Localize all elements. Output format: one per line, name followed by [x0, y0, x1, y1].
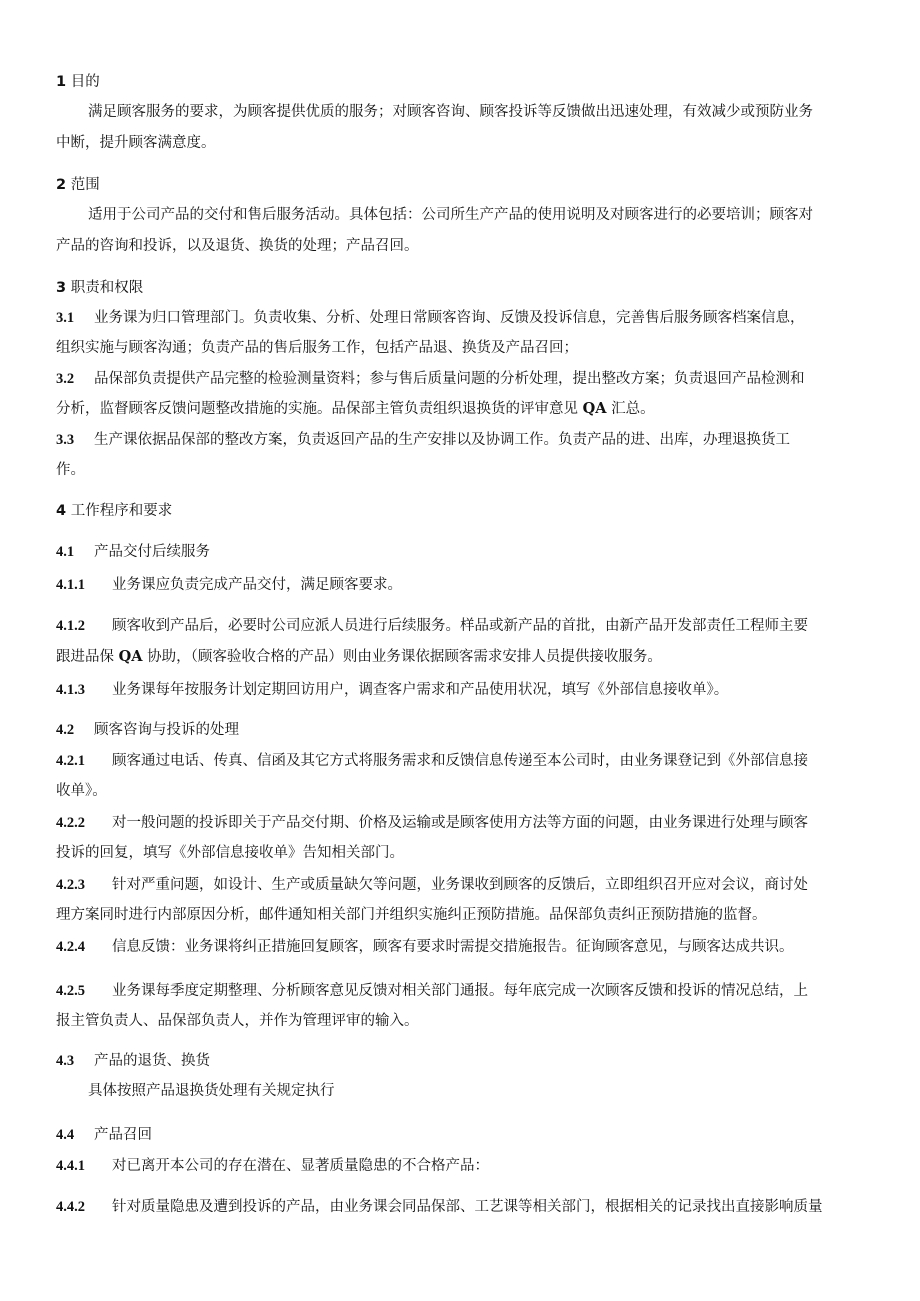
clause-4-1-3	[56, 678, 728, 699]
section-number: 4	[56, 503, 67, 519]
section-number: 1	[56, 74, 67, 90]
clause-number: 4.2.3	[56, 877, 85, 893]
subsection-title: 产品的退货、换货	[94, 1053, 210, 1069]
section-title: 范围	[70, 177, 100, 193]
section-3-heading	[56, 276, 143, 297]
clause-4-2-5	[56, 979, 808, 1000]
clause-number: 4.2.5	[56, 983, 85, 999]
clause-number: 4.4.2	[56, 1199, 85, 1215]
clause-number: 3.3	[56, 432, 75, 448]
clause-text: 品保部负责提供产品完整的检验测量资料；参与售后质量问题的分析处理，提出整改方案；负责退回产品检测和	[94, 371, 805, 387]
text-run: 跟进品保	[56, 649, 119, 665]
subsection-4-2	[56, 718, 239, 739]
subsection-title: 产品交付后续服务	[94, 544, 210, 560]
paragraph-line	[56, 397, 655, 418]
paragraph-line: 作。	[56, 462, 85, 478]
clause-text: 生产课依据品保部的整改方案，负责返回产品的生产安排以及协调工作。负责产品的进、出库，办理退换货工	[94, 432, 790, 448]
clause-3-3	[56, 428, 790, 449]
paragraph-line: 中断，提升顾客满意度。	[56, 135, 216, 151]
section-number: 2	[56, 177, 67, 193]
clause-text: 顾客收到产品后，必要时公司应派人员进行后续服务。样品或新产品的首批，由新产品开发部责任工程师主要	[112, 618, 808, 634]
text-run: 分析，监督顾客反馈问题整改措施的实施。品保部主管负责组织退换货的评审意见	[56, 401, 583, 417]
clause-4-2-1	[56, 749, 808, 770]
qa-abbreviation: QA	[582, 400, 607, 417]
clause-text: 顾客通过电话、传真、信函及其它方式将服务需求和反馈信息传递至本公司时，由业务课登记到《外部信息接	[112, 753, 808, 769]
clause-number: 3.2	[56, 371, 75, 387]
subsection-title: 产品召回	[94, 1127, 152, 1143]
paragraph-line: 产品的咨询和投诉，以及退货、换货的处理；产品召回。	[56, 238, 419, 254]
clause-text: 对已离开本公司的存在潜在、显著质量隐患的不合格产品：	[112, 1158, 489, 1174]
clause-text: 针对严重问题，如设计、生产或质量缺欠等问题，业务课收到顾客的反馈后，立即组织召开应对会议，商讨处	[112, 877, 808, 893]
clause-number: 4.2.1	[56, 753, 85, 769]
paragraph-line: 报主管负责人、品保部负责人，并作为管理评审的输入。	[56, 1013, 419, 1029]
paragraph-line: 收单》。	[56, 783, 107, 799]
clause-4-4-1	[56, 1154, 489, 1175]
clause-number: 3.1	[56, 310, 75, 326]
clause-number: 4.2	[56, 722, 75, 738]
clause-text: 针对质量隐患及遭到投诉的产品，由业务课会同品保部、工艺课等相关部门，根据相关的记录找出直接影响质量	[112, 1199, 823, 1215]
paragraph-line: 组织实施与顾客沟通；负责产品的售后服务工作，包括产品退、换货及产品召回；	[56, 340, 578, 356]
subsection-4-1	[56, 540, 210, 561]
clause-text: 业务课每季度定期整理、分析顾客意见反馈对相关部门通报。每年底完成一次顾客反馈和投诉的情况总结，上	[112, 983, 808, 999]
clause-4-1-1	[56, 573, 402, 594]
section-4-heading	[56, 499, 172, 520]
section-title: 工作程序和要求	[70, 503, 173, 519]
clause-number: 4.1.3	[56, 682, 85, 698]
clause-text: 业务课应负责完成产品交付，满足顾客要求。	[112, 577, 402, 593]
paragraph-line	[56, 645, 662, 666]
paragraph-line: 适用于公司产品的交付和售后服务活动。具体包括：公司所生产产品的使用说明及对顾客进行的必要培训；顾客对	[88, 207, 813, 223]
clause-number: 4.3	[56, 1053, 75, 1069]
clause-4-2-3	[56, 873, 808, 894]
clause-text: 信息反馈：业务课将纠正措施回复顾客，顾客有要求时需提交措施报告。征询顾客意见，与顾客达成共识。	[112, 939, 794, 955]
section-title: 职责和权限	[70, 280, 144, 296]
clause-4-2-4	[56, 935, 794, 956]
paragraph-line: 理方案同时进行内部原因分析，邮件通知相关部门并组织实施纠正预防措施。品保部负责纠正预防措施的监督。	[56, 907, 767, 923]
section-number: 3	[56, 280, 67, 296]
subsection-4-4	[56, 1123, 152, 1144]
clause-number: 4.1.1	[56, 577, 85, 593]
clause-4-2-2	[56, 811, 808, 832]
clause-number: 4.2.2	[56, 815, 85, 831]
clause-4-4-2	[56, 1195, 823, 1216]
paragraph-line: 具体按照产品退换货处理有关规定执行	[88, 1083, 335, 1099]
clause-number: 4.2.4	[56, 939, 85, 955]
paragraph-line: 满足顾客服务的要求，为顾客提供优质的服务；对顾客咨询、顾客投诉等反馈做出迅速处理，有效减少或预防业务	[88, 104, 813, 120]
clause-text: 对一般问题的投诉即关于产品交付期、价格及运输或是顾客使用方法等方面的问题，由业务课进行处理与顾客	[112, 815, 808, 831]
paragraph-line: 投诉的回复，填写《外部信息接收单》告知相关部门。	[56, 845, 404, 861]
clause-number: 4.4	[56, 1127, 75, 1143]
clause-4-1-2	[56, 614, 808, 635]
clause-3-2	[56, 367, 805, 388]
clause-3-1	[56, 306, 805, 327]
clause-number: 4.1	[56, 544, 75, 560]
subsection-title: 顾客咨询与投诉的处理	[94, 722, 239, 738]
subsection-4-3	[56, 1049, 210, 1070]
section-2-heading	[56, 173, 100, 194]
qa-abbreviation: QA	[118, 648, 143, 665]
clause-number: 4.1.2	[56, 618, 85, 634]
clause-number: 4.4.1	[56, 1158, 85, 1174]
text-run: 汇总。	[606, 401, 655, 417]
text-run: 协助，（顾客验收合格的产品）则由业务课依据顾客需求安排人员提供接收服务。	[142, 649, 662, 665]
clause-text: 业务课为归口管理部门。负责收集、分析、处理日常顾客咨询、反馈及投诉信息，完善售后服务顾客档案信息，	[94, 310, 805, 326]
clause-text: 业务课每年按服务计划定期回访用户，调查客户需求和产品使用状况，填写《外部信息接收单》。	[112, 682, 729, 698]
section-title: 目的	[70, 74, 100, 90]
section-1-heading	[56, 70, 100, 91]
